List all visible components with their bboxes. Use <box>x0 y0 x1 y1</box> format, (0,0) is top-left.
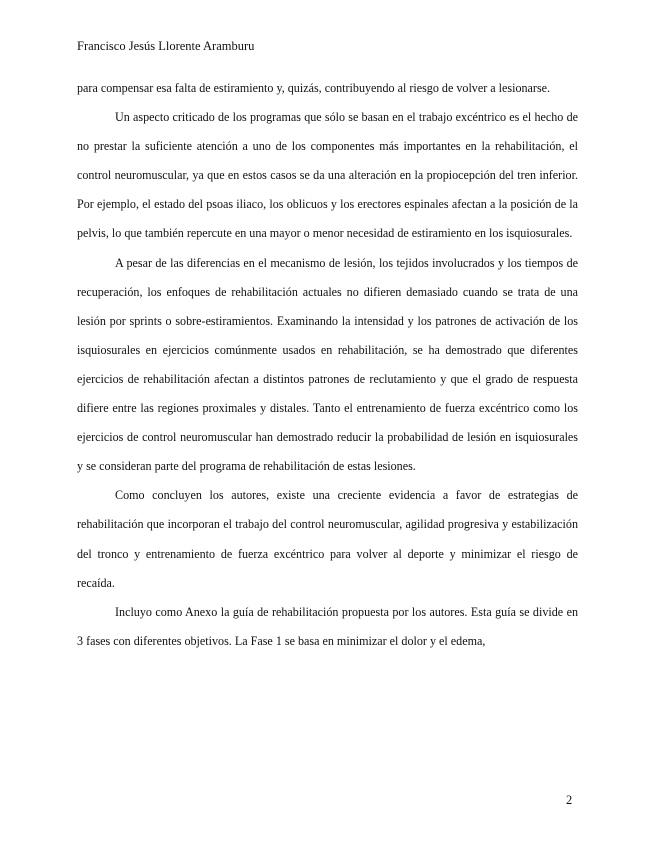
page-number: 2 <box>566 793 573 807</box>
body-text <box>77 74 578 656</box>
paragraph-eccentric-criticism: Un aspecto criticado de los programas que sólo se basan en el trabajo excéntrico es el hecho de no prestar la suficiente atención a uno de los componentes más importantes en la rehabilitación, el control neuromuscular, ya que en estos casos se da una alteración en la propiocepción del tren inferior. Por ejemplo, el estado del psoas iliaco, los oblicuos y los erectores espinales afectan a la posición de la pelvis, lo que también repercute en una mayor o menor necesidad de estiramiento en los isquiosurales. <box>77 110 578 241</box>
paragraph-rehab-approaches: A pesar de las diferencias en el mecanismo de lesión, los tejidos involucrados y los tiempos de recuperación, los enfoques de rehabilitación actuales no difieren demasiado cuando se trata de una lesión por sprints o sobre-estiramientos. Examinando la intensidad y los patrones de activación de los isquiosurales en ejercicios comúnmente usados en rehabilitación, se ha demostrado que diferentes ejercicios de rehabilitación afectan a distintos patrones de reclutamiento y que el grado de respuesta difiere entre las regiones proximales y distales. Tanto el entrenamiento de fuerza excéntrico como los ejercicios de control neuromuscular han demostrado reducir la probabilidad de lesión en isquiosurales y se consideran parte del programa de rehabilitación de estas lesiones. <box>77 255 578 474</box>
paragraph-authors-conclusion: Como concluyen los autores, existe una creciente evidencia a favor de estrategias de rehabilitación que incorporan el trabajo del control neuromuscular, agilidad progresiva y estabilización del tronco y entrenamiento de fuerza excéntrico para volver al deporte y minimizar el riesgo de recaída. <box>77 488 578 590</box>
paragraph-annex-guide: Incluyo como Anexo la guía de rehabilitación propuesta por los autores. Esta guía se divide en 3 fases con diferentes objetivos. La Fase 1 se basa en minimizar el dolor y el edema, <box>77 604 578 648</box>
paragraph-continuation: para compensar esa falta de estiramiento y, quizás, contribuyendo al riesgo de volver a lesionarse. <box>77 81 551 95</box>
running-header-author: Francisco Jesús Llorente Aramburu <box>77 39 255 53</box>
